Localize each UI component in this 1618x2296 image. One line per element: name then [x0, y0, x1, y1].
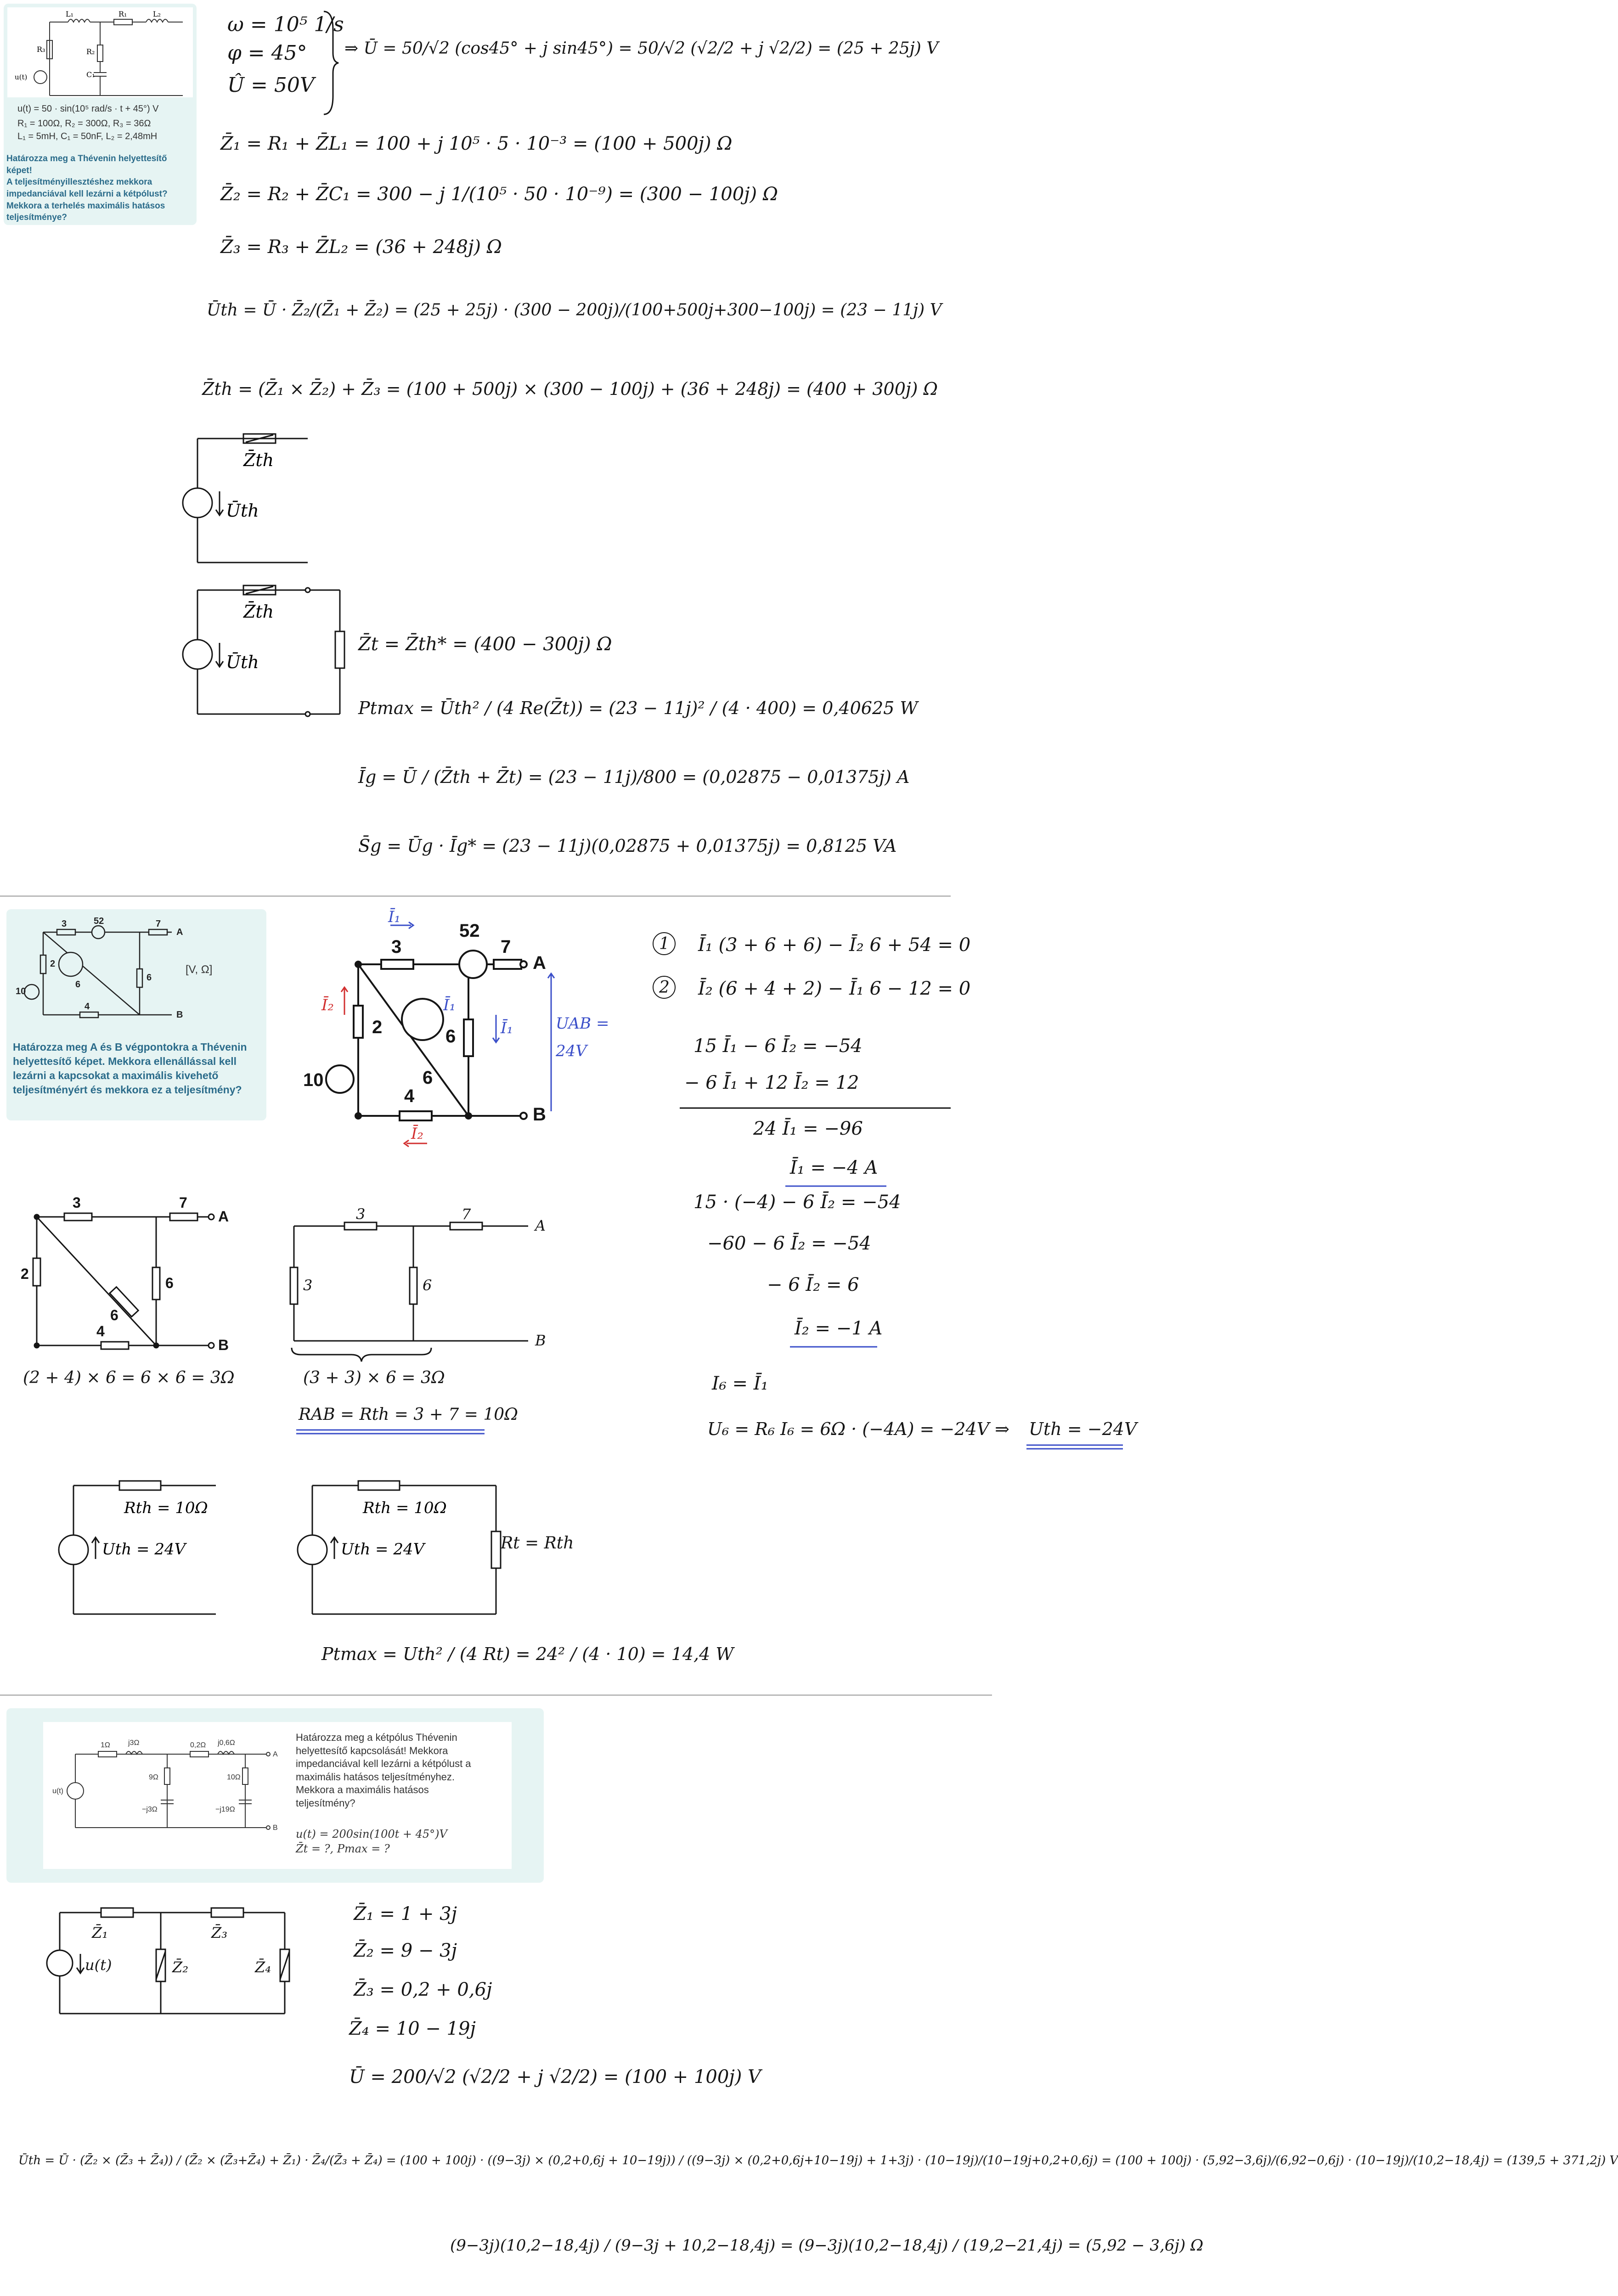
s2s1-va: A	[218, 1208, 229, 1225]
s2s1-v6: 4	[96, 1323, 105, 1339]
s2-simp2-note2: RAB = Rth = 3 + 7 = 10Ω	[299, 1405, 518, 1424]
problem-1-text: Határozza meg a Thévenin helyettesítő képet! A teljesítményillesztéshez mekkora impedanciával kell lezárni a kétpólust? Mekkora a terhelés maximális hatásos teljesítménye?	[6, 154, 168, 223]
s2-v7: 6	[423, 1068, 433, 1088]
label-r2: R₂	[86, 47, 95, 56]
s2-uth-label-2: Uth = 24V	[341, 1540, 425, 1559]
p2-va: A	[176, 927, 183, 937]
s1-uhat: Û = 50V	[227, 73, 315, 97]
s1-zt: Z̄t = Z̄th* = (400 − 300j) Ω	[358, 634, 612, 655]
s3-z1-def: Z̄₁ = 1 + 3j	[354, 1903, 457, 1925]
s2-uth-label: Uth = 24V	[102, 1540, 186, 1559]
s2-rth-label: Rth = 10Ω	[124, 1499, 208, 1517]
label-l2: L₂	[153, 10, 161, 18]
s2-uab-label: UAB =	[556, 1014, 609, 1033]
given-lc: L₁ = 5mH, C₁ = 50nF, L₂ = 2,48mH	[17, 131, 158, 141]
s3-u-def: Ū = 200/√2 (√2/2 + j √2/2) = (100 + 100j) V	[349, 2066, 761, 2088]
s2-mesh-number-circles	[652, 930, 680, 1003]
s3-sc-z3: Z̄₃	[211, 1924, 228, 1941]
label-r1: R₁	[118, 10, 127, 18]
s2s1-v5: 6	[110, 1307, 118, 1323]
s1-phi: φ = 45°	[227, 41, 307, 65]
s2s2-v1: 3	[356, 1205, 366, 1223]
s1-brace	[321, 9, 340, 119]
s2-uab-value: 24V	[556, 1042, 587, 1060]
s2-v2: 52	[459, 921, 480, 941]
s1-z2: Z̄₂ = R₂ + Z̄C₁ = 300 − j 1/(10⁵ · 50 · 10⁻⁹) = (300 − 100j) Ω	[220, 184, 778, 205]
p2-v6: 10	[16, 986, 26, 996]
s2s2-vb: B	[535, 1332, 546, 1349]
s1-omega: ω = 10⁵ 1/s	[227, 13, 344, 36]
s3-z3-def: Z̄₃ = 0,2 + 0,6j	[354, 1979, 492, 2000]
s2-uth-double-underline	[1026, 1444, 1128, 1451]
p3-va: A	[273, 1750, 278, 1758]
s2-eq3: 15 Ī₁ − 6 Ī₂ = −54	[693, 1035, 863, 1057]
s2-eq2: Ī₂ (6 + 4 + 2) − Ī₁ 6 − 12 = 0	[698, 978, 971, 999]
s2-eq8: −60 − 6 Ī₂ = −54	[707, 1233, 871, 1254]
s2-rt-label: Rt = Rth	[501, 1534, 574, 1553]
s2-mesh-i1-top: Ī₁	[388, 908, 401, 926]
s1-ptmax: Ptmax = Ūth² / (4 Re(Z̄t)) = (23 − 11j)² / (4 · 400) = 0,40625 W	[358, 698, 918, 718]
s1-thevenin-circuit	[184, 434, 321, 567]
s2-thevenin-load-circuit	[303, 1481, 514, 1619]
label-r3: R₃	[37, 45, 45, 54]
s2-eq9: − 6 Ī₂ = 6	[767, 1274, 859, 1295]
s2-sum-line	[680, 1107, 955, 1109]
s2s1-v4: 6	[165, 1275, 174, 1291]
s2-mesh-i1-center: Ī₁	[443, 996, 456, 1014]
p3-v3: 0,2Ω	[190, 1741, 206, 1749]
p3-given2: Z̄t = ?, Pmax = ?	[296, 1842, 390, 1855]
p2-v2: 52	[94, 916, 104, 926]
s3-sc-z4: Z̄₄	[255, 1958, 271, 1976]
s1-sg: S̄g = Ūg · Īg* = (23 − 11j)(0,02875 + 0,01375j) = 0,8125 VA	[358, 836, 897, 856]
p2-v5: 6	[75, 979, 81, 990]
p3-v9: u(t)	[52, 1787, 63, 1795]
s1-u-complex: ⇒ Ū = 50/√2 (cos45° + j sin45°) = 50/√2 (√2/2 + j √2/2) = (25 + 25j) V	[344, 39, 939, 58]
p2-vb: B	[176, 1010, 183, 1020]
s2-simplified-circuit-1	[18, 1194, 248, 1353]
s3-uth-line: Ūth = Ū · (Z̄₂ × (Z̄₃ + Z̄₄)) / (Z̄₂ × (Z̄₃+Z̄₄) + Z̄₁) · Z̄₄/(Z̄₃ + Z̄₄) = (100 + 100j) · ((9−3j) × (0,2+0,6j + 10−19j)) / ((9−3j) × (0,2+0,6j+10−19j) + 1+3j) · (10−19j)/(10−19j+0,2+0,6j) = (100 + 100j) · (5,92−3,6j)/(6,92−0,6j) · (10−19j)/(10,2−18,4j) = (139,5 + 371,2j) V	[18, 2154, 1618, 2167]
s2-mesh-i2-left: Ī₂	[321, 996, 334, 1014]
s3-z2-def: Z̄₂ = 9 − 3j	[354, 1940, 457, 1961]
p2-v4: 2	[50, 959, 56, 969]
problem-card-2	[6, 909, 266, 1120]
s2-simplified-circuit-2	[276, 1205, 551, 1355]
s2s2-v4: 6	[423, 1277, 432, 1294]
problem-card-1	[4, 4, 197, 225]
s2-eq11: I₆ = Ī₁	[712, 1373, 768, 1394]
s1-uth-label-2: Ūth	[226, 652, 259, 672]
s2-rth-label-2: Rth = 10Ω	[363, 1499, 447, 1517]
p2-v7: 6	[147, 973, 152, 983]
s2s1-v1: 3	[73, 1194, 81, 1211]
s1-ig: Īg = Ū / (Z̄th + Z̄t) = (23 − 11j)/800 = (0,02875 − 0,01375j) A	[358, 767, 910, 787]
s2-eq7: 15 · (−4) − 6 Ī₂ = −54	[693, 1192, 901, 1213]
s2-eq6: Ī₁ = −4 A	[790, 1157, 878, 1178]
problem-3-text: Határozza meg a kétpólus Thévenin helyettesítő kapcsolását! Mekkora impedanciával kell lezárni a kétpólust a maximális hatásos teljesítményhez. Mekkora a maximális hatásos teljesítmény?	[296, 1732, 471, 1809]
p2-v1: 3	[62, 919, 67, 929]
problem-1-circuit	[8, 8, 192, 100]
s2-v8: 4	[404, 1086, 415, 1106]
s2s2-va: A	[535, 1217, 546, 1234]
p3-v6: −j3Ω	[142, 1806, 158, 1813]
s2-mesh-no-1: 1	[659, 934, 670, 953]
p3-v8: −j19Ω	[215, 1806, 235, 1813]
s1-zth-label: Z̄th	[243, 450, 274, 470]
p2-v3: 7	[156, 919, 161, 929]
s2-mesh-no-2: 2	[659, 978, 670, 997]
s1-zth-label-2: Z̄th	[243, 602, 274, 622]
s2-mesh-i2-bottom: Ī₂	[411, 1125, 424, 1143]
label-c1: C₁	[86, 70, 95, 79]
s1-thevenin-load-circuit	[184, 585, 349, 719]
given-r: R₁ = 100Ω, R₂ = 300Ω, R₃ = 36Ω	[17, 118, 151, 129]
p3-given1: u(t) = 200sin(100t + 45°)V	[296, 1828, 447, 1840]
s2-eq4: − 6 Ī₁ + 12 Ī₂ = 12	[684, 1072, 859, 1093]
s2-mesh-i1-right: Ī₁	[501, 1019, 513, 1037]
s2-i2-underline	[790, 1345, 882, 1348]
s2-thevenin-circuit	[64, 1481, 220, 1619]
s3-par-line: (9−3j)(10,2−18,4j) / (9−3j + 10,2−18,4j) = (9−3j)(10,2−18,4j) / (19,2−21,4j) = (5,92 − 3,6j) Ω	[450, 2236, 1204, 2255]
p3-v7: 10Ω	[227, 1773, 241, 1781]
p3-vb: B	[273, 1824, 278, 1832]
s2-annotated-circuit	[285, 905, 609, 1143]
s2-v1: 3	[391, 937, 402, 957]
p2-v8: 4	[85, 1002, 90, 1012]
s1-z3: Z̄₃ = R₃ + Z̄L₂ = (36 + 248j) Ω	[220, 236, 502, 258]
s2-eq5: 24 Ī₁ = −96	[753, 1118, 863, 1139]
s2s2-v3: 3	[303, 1277, 313, 1294]
s2-rab-double-underline	[296, 1429, 489, 1435]
s2s1-vb: B	[218, 1337, 229, 1353]
s2-vb: B	[533, 1104, 546, 1125]
s2-eq1: Ī₁ (3 + 6 + 6) − Ī₂ 6 + 54 = 0	[698, 934, 971, 956]
s2-pmax: Ptmax = Uth² / (4 Rt) = 24² / (4 · 10) = 14,4 W	[321, 1644, 734, 1664]
s2-v5: 6	[445, 1026, 456, 1047]
s1-uth-label: Ūth	[226, 501, 259, 521]
s1-zth: Z̄th = (Z̄₁ × Z̄₂) + Z̄₃ = (100 + 500j) × (300 − 100j) + (36 + 248j) = (400 + 300j) Ω	[202, 379, 938, 399]
problem-2-text: Határozza meg A és B végpontokra a Thévenin helyettesítő képet. Mekkora ellenállással kell lezárni a kapcsokat a maximális kivehető teljesítményért és mekkora ez a teljesítmény?	[13, 1041, 247, 1096]
s3-sc-z2: Z̄₂	[172, 1958, 189, 1976]
p2-unit-note: [V, Ω]	[186, 963, 213, 976]
s2-i1-underline	[785, 1185, 891, 1187]
s3-sc-u: u(t)	[85, 1956, 112, 1974]
divider-1	[0, 895, 951, 897]
s3-sc-z1: Z̄₁	[92, 1924, 108, 1941]
given-u: u(t) = 50 · sin(10⁵ rad/s · t + 45°) V	[17, 104, 159, 114]
s1-uth: Ūth = Ū · Z̄₂/(Z̄₁ + Z̄₂) = (25 + 25j) · (300 − 200j)/(100+500j+300−100j) = (23 − 11j) V	[207, 301, 942, 320]
s2-va: A	[533, 953, 546, 973]
s2-v3: 7	[501, 937, 511, 957]
p3-v2: j3Ω	[128, 1739, 140, 1747]
label-l1: L₁	[66, 10, 74, 18]
s2-uth-result: Uth = −24V	[1029, 1419, 1137, 1439]
s2s1-v3: 2	[21, 1266, 29, 1282]
s2-simp1-note: (2 + 4) × 6 = 6 × 6 = 3Ω	[23, 1368, 235, 1387]
s2-simp2-brace	[289, 1345, 436, 1364]
s2-v6: 10	[303, 1070, 324, 1090]
s2-simp2-note1: (3 + 3) × 6 = 3Ω	[303, 1368, 445, 1387]
p3-v5: 9Ω	[149, 1773, 158, 1781]
s2-eq12: U₆ = R₆ I₆ = 6Ω · (−4A) = −24V ⇒	[707, 1419, 1010, 1439]
s2s2-v2: 7	[462, 1205, 471, 1223]
divider-2	[0, 1694, 992, 1696]
s3-z-circuit	[41, 1903, 308, 2023]
label-u: u(t)	[15, 73, 28, 81]
problem-card-3	[6, 1708, 544, 1883]
p3-v4: j0,6Ω	[218, 1739, 235, 1747]
p3-v1: 1Ω	[101, 1741, 110, 1749]
s1-z1: Z̄₁ = R₁ + Z̄L₁ = 100 + j 10⁵ · 5 · 10⁻³ = (100 + 500j) Ω	[220, 133, 733, 154]
s2-eq10: Ī₂ = −1 A	[795, 1318, 883, 1339]
s3-z4-def: Z̄₄ = 10 − 19j	[349, 2018, 476, 2039]
problem-3-circuit	[52, 1731, 300, 1841]
s2-v4: 2	[372, 1017, 383, 1037]
s2s1-v2: 7	[179, 1194, 187, 1211]
